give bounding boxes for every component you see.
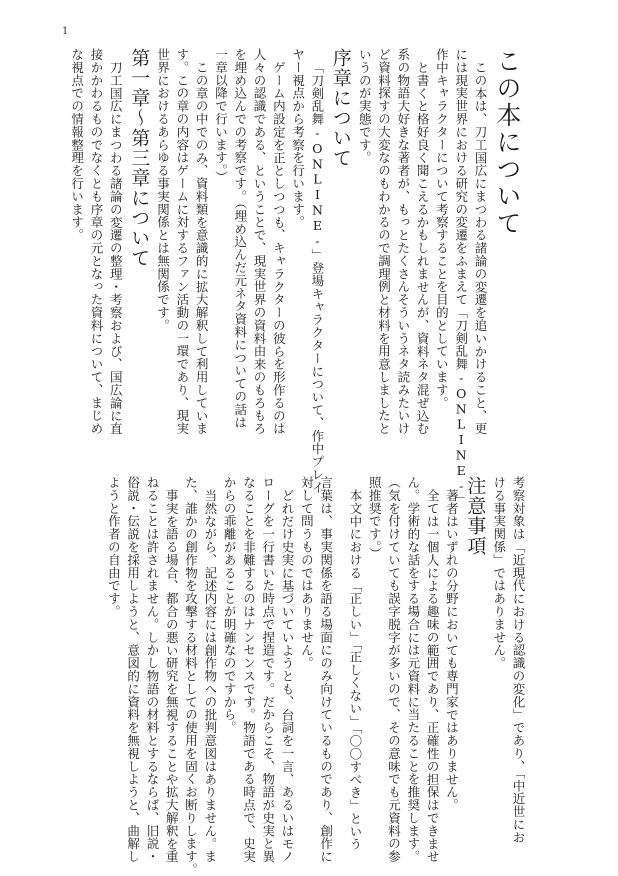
lower-section: [104, 476, 528, 876]
intro-line: 系の物語大好きな著者が、もっとたくさんそういうネタ読みたいけ: [395, 48, 411, 435]
body-line: なることを非難するのはナンセンスです。物語である時点で、史実: [241, 476, 257, 863]
intro-line: には現実世界における研究の変遷をふまえて「刀剣乱舞-ONLINE-」: [453, 48, 469, 507]
body-line: 当然ながら、記述内容には創作物への批判意図はありません。ま: [202, 488, 218, 863]
notes-line: （気を付けていても誤字脱字が多いので、その意味でも元資料の参: [386, 476, 402, 863]
preface-line: 「刀剣乱舞-ONLINE-」登場キャラクターについて、作中プレイ: [309, 60, 325, 494]
page-number: 1: [62, 26, 69, 37]
preface-line: ヤー視点から考察を行います。: [290, 48, 306, 229]
body-line: ローグを一行書いた時点で捏造です。だからこそ、物語が史実と異: [260, 476, 276, 863]
intro-line: この本は、刀工国広にまつわる諸論の変遷を追いかけること、更: [473, 60, 488, 435]
preface-line: 一章以降で行います。）: [213, 48, 229, 184]
body-line: ねることは許されません。しかし物語の材料とするならば、旧説・: [144, 476, 160, 863]
body-line: からの乖離があることが明確なのですから。: [222, 476, 238, 734]
body-line: た、誰かの創作物を攻撃する材料としての使用を固くお断りします。: [183, 476, 199, 876]
notes-line: 全ては一個人による趣味の範囲であり、正確性の担保はできませ: [425, 488, 441, 863]
intro-line: 作中キャラクターについて考察することを目的としています。: [434, 48, 450, 410]
lead-line: 考察対象は「近現代における認識の変化」であり、「中近世にお: [511, 476, 526, 844]
preface-line: この章の中でのみ、資料類を意識的に拡大解釈して利用していま: [194, 60, 210, 435]
chapters-line: 接かかわるものでなくとも序章の元となった資料について、まじめ: [88, 48, 104, 435]
preface-line: を埋め込んでの考察です。（埋め込んだ元ネタ資料についての話は: [232, 48, 248, 429]
body-line: どれだけ史実に基づいていようとも、台詞を一言、あるいはモノ: [280, 488, 296, 863]
chapters-line: 刀工国広にまつわる諸論の変遷の整理・考察および、国広論に直: [108, 60, 124, 435]
preface-heading: 序章について: [329, 48, 352, 168]
intro-line: と書くと格好良く聞こえるかもしれませんが、資料ネタ混ぜ込む: [415, 60, 431, 435]
lead-line: ける事実関係」ではありません。: [491, 476, 507, 670]
notes-line: ん。学術的な話をする場合には元資料に当たることを推奨します。: [405, 476, 421, 863]
body-line: 対して問うものではありません。: [299, 476, 315, 670]
chapters-line: な視点での情報整理を行います。: [69, 48, 85, 242]
preface-line: す。この章の内容はゲームに対するファン活動の一環であり、現実: [174, 48, 190, 435]
chapters-heading: 第一章〜第三章について: [128, 48, 151, 268]
body-line: 言葉は、事実関係を語る場面にのみ向けているものであり、創作に: [318, 476, 334, 863]
body-line: 俗説・伝説を採用しようと、意図的に資料を無視しようと、曲解し: [125, 476, 141, 863]
body-line: 本文中における「正しい」「正しくない」「〇〇すべき」という: [347, 488, 363, 851]
preface-line: 人々の認識である、ということで、現実世界の資料由来のもろもろ: [252, 48, 268, 435]
body-line: ようと作者の自由です。: [106, 476, 122, 618]
intro-line: ど資料探すの大変なのもわかるので調理例と材料を用意しましたと: [376, 48, 392, 435]
page-title: この本について: [493, 48, 522, 237]
body-line: 事実を語る場合、都合の悪い研究を無視することや拡大解釈を重: [164, 488, 180, 863]
notes-heading: 注意事項: [464, 476, 487, 556]
notes-line: 照推奨です。）: [367, 476, 383, 561]
preface-line: ゲーム内設定を正としつつも、キャラクターの彼らを形作るのは: [271, 60, 287, 435]
preface-line: 世界におけるあらゆる事実関係とは無関係です。: [155, 48, 171, 332]
intro-line: いうのが実態です。: [357, 48, 373, 165]
upper-section: [67, 48, 524, 507]
notes-line: 著者はいずれの分野においても専門家ではありません。: [444, 488, 460, 811]
